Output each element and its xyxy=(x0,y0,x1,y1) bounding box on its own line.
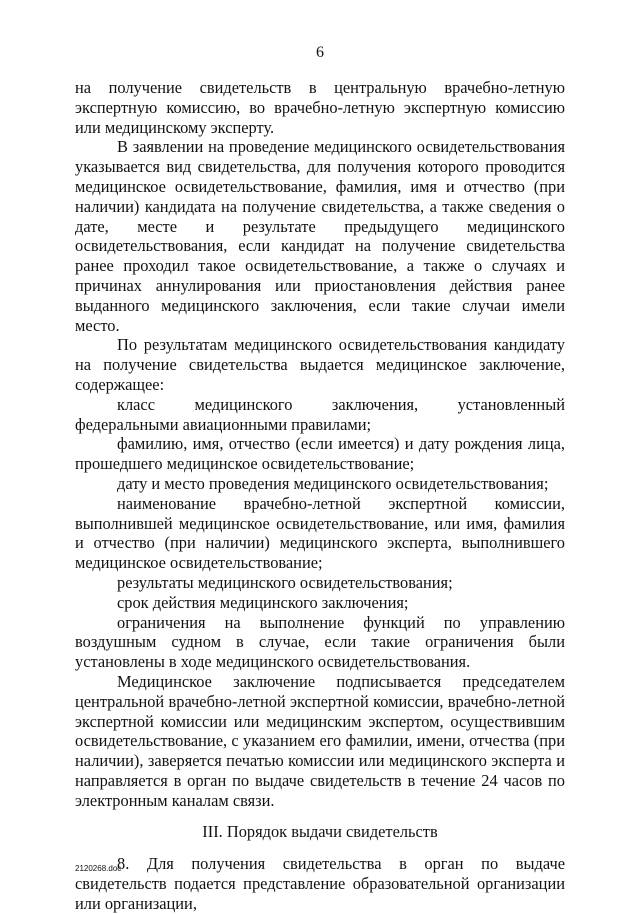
file-name-footer: 2120268.doc xyxy=(75,864,122,873)
paragraph: По результатам медицинского освидетельствования кандидату на получение свидетельства выдается медицинское заключение, содержащее: xyxy=(75,335,565,394)
paragraph: В заявлении на проведение медицинского освидетельствования указывается вид свидетельства, для получения которого проводится медицинское освидетельствование, фамилия, имя и отчество (при наличии) кандидата на получение свидетельства, а также сведения о дате, месте и результате предыдущего медицинского освидетельствования, если кандидат на получение свидетельства ранее проходил такое освидетельствование, а также о случаях и причинах аннулирования или приостановления действия ранее выданного медицинского заключения, если такие случаи имели место. xyxy=(75,137,565,335)
list-item: дату и место проведения медицинского освидетельствования; xyxy=(117,473,549,493)
paragraph: 8. Для получения свидетельства в орган по выдаче свидетельств подается представление образовательной организации или организации, xyxy=(75,854,565,913)
section-heading: III. Порядок выдачи свидетельств xyxy=(202,822,438,842)
list-item: срок действия медицинского заключения; xyxy=(117,592,409,612)
paragraph: Медицинское заключение подписывается председателем центральной врачебно-летной экспертной комиссии, врачебно-летной экспертной комиссии или медицинским экспертом, осуществившим освидетельствование, с указанием его фамилии, имени, отчества (при наличии), заверяется печатью комиссии или медицинского эксперта и направляется в орган по выдаче свидетельств в течение 24 часов по электронным каналам связи. xyxy=(75,671,565,810)
list-item: ограничения на выполнение функций по управлению воздушным судном в случае, если такие ограничения были установлены в ходе медицинского освидетельствования. xyxy=(75,612,565,672)
page-number: 6 xyxy=(316,44,324,61)
paragraph: на получение свидетельств в центральную врачебно-летную экспертную комиссию, во врачебно-летную экспертную комиссию или медицинскому эксперту. xyxy=(75,78,565,137)
list-item: результаты медицинского освидетельствования; xyxy=(117,572,453,592)
list-item: фамилию, имя, отчество (если имеется) и дату рождения лица, прошедшего медицинское освидетельствование; xyxy=(75,434,565,474)
list-item: наименование врачебно-летной экспертной комиссии, выполнившей медицинское освидетельствование, или имя, фамилия и отчество (при наличии) медицинского эксперта, выполнившего медицинское освидетельствование; xyxy=(75,493,565,573)
list-item: класс медицинского заключения, установленный федеральными авиационными правилами; xyxy=(75,394,565,434)
document-body xyxy=(75,78,565,914)
